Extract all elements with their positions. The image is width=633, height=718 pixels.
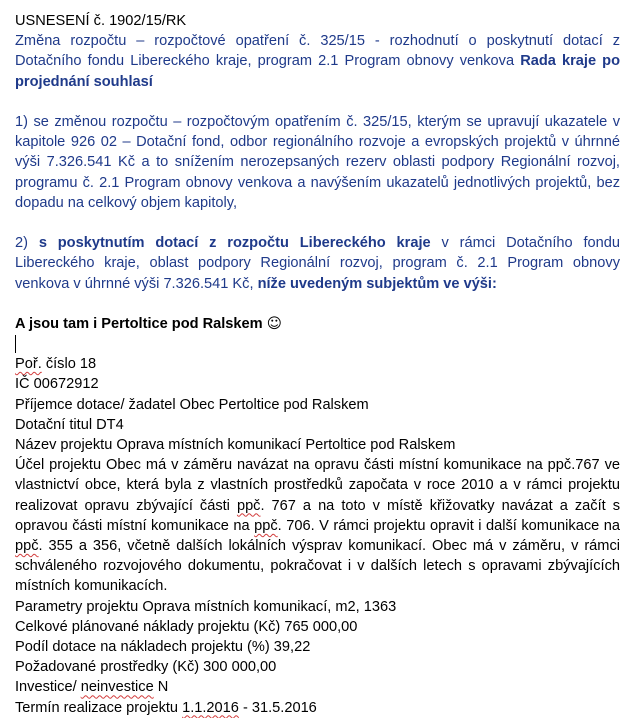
record-order-number bbox=[15, 354, 620, 374]
blank-line bbox=[15, 213, 620, 233]
blank-line bbox=[15, 294, 620, 314]
record-project-name: Název projektu Oprava místních komunikací Pertoltice pod Ralskem bbox=[15, 437, 456, 454]
smiley-icon: ☺ bbox=[266, 315, 282, 332]
record-purpose bbox=[15, 455, 620, 596]
record-grant-share: Podíl dotace na nákladech projektu (%) 39,22 bbox=[15, 639, 311, 656]
record-term bbox=[15, 698, 620, 718]
purpose-text-c: . 706. V rámci projektu opravit i další komunikace na bbox=[277, 517, 620, 534]
intro-bold: Rada kraje po projednání souhlasí bbox=[15, 53, 620, 90]
record-grant-title: Dotační titul DT4 bbox=[15, 416, 124, 433]
term-suffix: - 31.5.2016 bbox=[238, 699, 317, 716]
point-2-number: 2) bbox=[15, 235, 39, 252]
purpose-text-a: Účel projektu Obec má v záměru navázat na opravu části místní komunikace na ppč.767 ve vlastnictví obce, která byla z vlastních prostředků započata v roce 2010 a v rámci projektu realizovat opravu zbývající části bbox=[15, 457, 620, 514]
point-2-text: v rámci Dotačního fondu Libereckého kraje, oblast podpory Regionální rozvoj, program č. 2.1 Program obnovy venkova v úhrnné výši 7.326.541 Kč, bbox=[15, 235, 620, 292]
text-cursor bbox=[15, 335, 16, 353]
record-parameters: Parametry projektu Oprava místních komunikací, m2, 1363 bbox=[15, 598, 397, 615]
investment-suffix: N bbox=[153, 679, 169, 696]
spellcheck-word: ppč bbox=[236, 497, 261, 514]
blank-line bbox=[15, 92, 620, 112]
record-requested-funds: Požadované prostředky (Kč) 300 000,00 bbox=[15, 659, 277, 676]
spellcheck-word: Poř. bbox=[15, 356, 42, 373]
point-2-bold-a: s poskytnutím dotací z rozpočtu Libereckého kraje bbox=[38, 235, 431, 252]
resolution-heading: USNESENÍ č. 1902/15/RK bbox=[15, 13, 187, 29]
spellcheck-word: ppč bbox=[15, 538, 39, 555]
spellcheck-word: ppč bbox=[254, 517, 278, 534]
term-prefix: Termín realizace projektu bbox=[15, 699, 183, 716]
document-page bbox=[15, 11, 620, 718]
purpose-text-b: . 767 a na toto v místě křižovatky navázat a začít s opravou části místní komunikace na bbox=[15, 497, 620, 534]
intro-paragraph bbox=[15, 31, 620, 92]
purpose-text-d: . 355 a 356, včetně dalších lokálních výsprav komunikací. Obec má v záměru, v rámci schváleného rozvojového dokumentu, pokračovat i v dalších letech s opravami zbývajících místních komunikacích. bbox=[15, 538, 620, 595]
point-2-paragraph bbox=[15, 233, 620, 294]
record-total-cost: Celkové plánované náklady projektu (Kč) 765 000,00 bbox=[15, 618, 358, 635]
note-text: A jsou tam i Pertoltice pod Ralskem bbox=[15, 316, 263, 332]
note-line bbox=[15, 314, 620, 334]
record-recipient: Příjemce dotace/ žadatel Obec Pertoltice pod Ralskem bbox=[15, 396, 369, 413]
intro-text: Změna rozpočtu – rozpočtové opatření č. 325/15 - rozhodnutí o poskytnutí dotací z Dotačního fondu Libereckého kraje, program 2.1 Program obnovy venkova bbox=[15, 33, 620, 70]
record-investment-type bbox=[15, 677, 620, 697]
investment-prefix: Investice/ bbox=[15, 679, 81, 696]
record-order-number-text: číslo 18 bbox=[41, 356, 97, 373]
record-ic: IČ 00672912 bbox=[15, 376, 99, 393]
spellcheck-word: neinvestice bbox=[80, 679, 154, 696]
point-1-paragraph: 1) se změnou rozpočtu – rozpočtovým opatřením č. 325/15, kterým se upravují ukazatele v kapitole 926 02 – Dotační fond, odbor regionálního rozvoje a evropských projektů v úhrnné výši 7.326.541 Kč a to snížením nerozepsaných rezerv oblasti podpory Regionální rozvoj, programu č. 2.1 Program obnovy venkova a navýšením ukazatelů jednotlivých projektů, bez dopadu na celkový objem kapitoly, bbox=[15, 114, 620, 211]
spellcheck-word: 1.1.2016 bbox=[182, 699, 239, 716]
point-2-bold-b: níže uvedeným subjektům ve výši: bbox=[257, 275, 497, 292]
